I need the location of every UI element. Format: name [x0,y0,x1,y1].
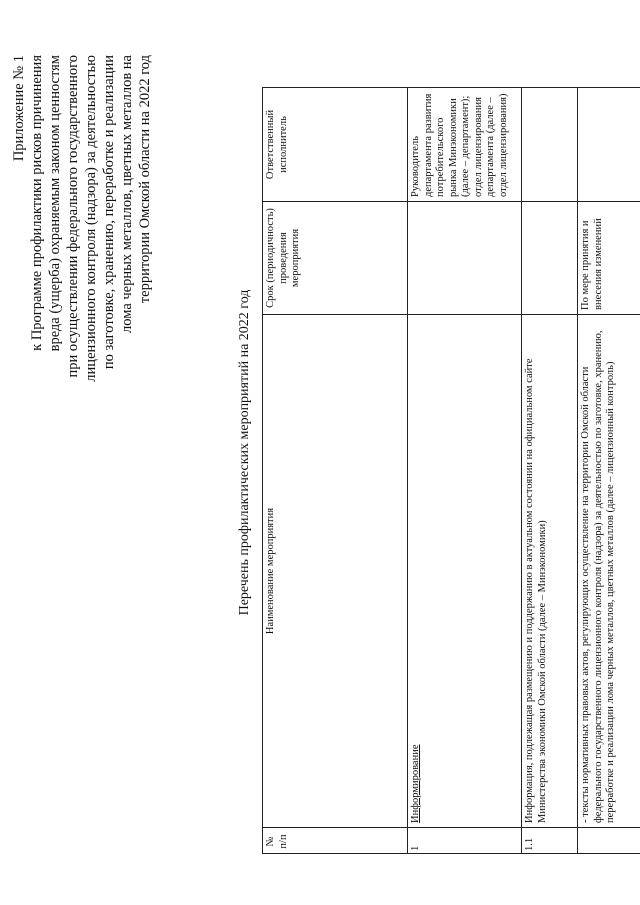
appendix-line: Приложение № 1 [11,55,27,162]
header-term: Срок (периодичность) проведения мероприятия [263,202,408,315]
row-term [522,202,578,315]
appendix-line: лицензионного контроля (надзора) за деятельностью [83,55,99,382]
appendix-line: при осуществлении федерального государственного [65,55,81,378]
row-term: По мере принятия и внесения изменений [578,202,640,315]
table-row [408,88,522,854]
row-responsible: Руководитель департамента развития потребительского рынка Минэкономики (далее – департамент); отдел лицензирования департамента (далее – отдел лицензирования) [408,88,522,202]
header-responsible: Ответственный исполнитель [263,88,408,202]
measures-table [262,87,640,854]
table-row [522,88,578,854]
row-name: Информация, подлежащая размещению и поддержанию в актуальном состоянии на официальном сайте Министерства экономики Омской области (далее – Минэкономики) [522,315,578,828]
table-header-row [263,88,408,854]
appendix-line: территории Омской области на 2022 год [137,55,153,304]
row-responsible [578,88,640,202]
appendix-header [10,55,154,495]
row-num: 1.1 [522,828,578,854]
table-row [578,88,640,854]
row-name: - тексты нормативных правовых актов, регулирующих осуществление на территории Омской области федерального государственного лицензионного контроля (надзора) за деятельностью по заготовке, хранению, переработке и реализации лома черных металлов, цветных металлов (далее – лицензионный контроль) [578,315,640,828]
header-name: Наименование мероприятия [263,315,408,828]
appendix-line: к Программе профилактики рисков причинения [29,55,45,351]
row-num [578,828,640,854]
appendix-line: по заготовке, хранению, переработке и реализации [101,55,117,370]
row-term [408,202,522,315]
appendix-line: вреда (ущерба) охраняемым законом ценностям [47,55,63,352]
row-responsible [522,88,578,202]
row-name: Информирование [408,315,522,828]
row-num: 1 [408,828,522,854]
document-title: Перечень профилактических мероприятий на 2022 год [237,289,252,616]
appendix-line: лома черных металлов, цветных металлов на [119,55,135,333]
header-num: № п/п [263,828,408,854]
